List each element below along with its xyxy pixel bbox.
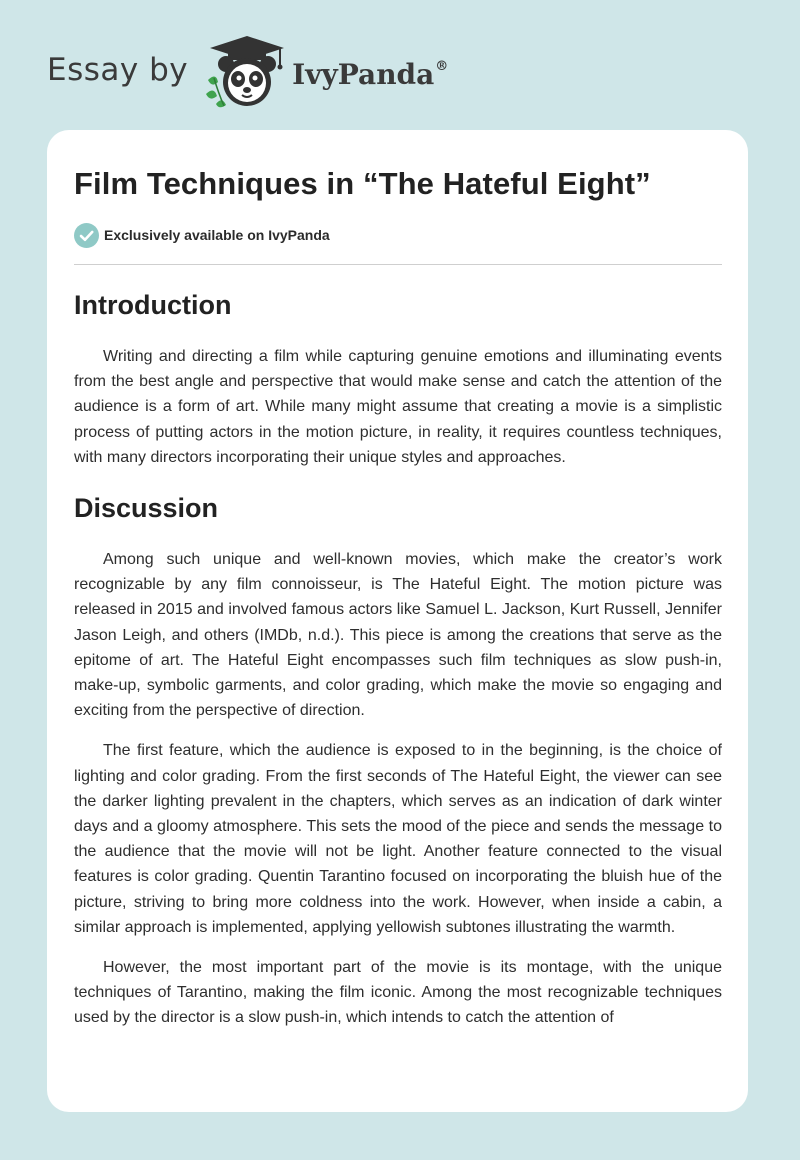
paragraph: However, the most important part of the movie is its montage, with the unique techniques of Tarantino, making the film iconic. Among the most recognizable techniques used by the director is a slow push-in, which intends to catch the attention of <box>74 959 722 1027</box>
section-heading-discussion: Discussion <box>74 493 219 524</box>
brand-name-text: IvyPanda <box>292 57 435 91</box>
essay-title: Film Techniques in “The Hateful Eight” <box>74 166 651 201</box>
check-circle-icon <box>74 223 99 248</box>
paragraph: Writing and directing a film while capturing genuine emotions and illuminating events from the best angle and perspective that would make sense and catch the attention of the audience is a form of art. While many might assume that creating a movie is a simplistic process of putting actors in the motion picture, in reality, it requires countless techniques, with many directors incorporating their unique styles and approaches. <box>74 348 722 466</box>
paragraph: The first feature, which the audience is exposed to in the beginning, is the choice of lighting and color grading. From the first seconds of The Hateful Eight, the viewer can see the darker lighting prevalent in the chapters, which serves as an indication of dark winter days and a gloomy atmosphere. This sets the mood of the piece and sends the message to the audience that the movie will not be light. Another feature connected to the visual features is color grading. Quentin Tarantino focused on incorporating the bluish hue of the picture, striving to bring more coldness into the work. However, when inside a cabin, a similar approach is implemented, applying yellowish subtones illustrating the warmth. <box>74 742 722 936</box>
brand-name <box>292 58 448 91</box>
section-heading-introduction: Introduction <box>74 290 232 320</box>
paragraph: Among such unique and well-known movies, which make the creator’s work recognizable by any film connoisseur, is The Hateful Eight. The motion picture was released in 2015 and involved famous actors like Samuel L. Jackson, Kurt Russell, Jennifer Jason Leigh, and others (IMDb, n.d.). This piece is among the creations that serve as the epitome of art. The Hateful Eight encompasses such film techniques as slow push-in, make-up, symbolic garments, and color grading, which make the movie so engaging and exciting from the perspective of direction. <box>74 551 722 720</box>
exclusive-badge-text: Exclusively available on IvyPanda <box>104 227 330 243</box>
exclusive-badge <box>74 222 722 248</box>
ivypanda-logo-icon <box>204 34 290 110</box>
registered-mark: ® <box>435 58 449 74</box>
brand-header <box>47 34 448 110</box>
essay-by-label: Essay by <box>47 52 189 88</box>
essay-card <box>47 130 748 1112</box>
title-divider <box>74 264 722 265</box>
